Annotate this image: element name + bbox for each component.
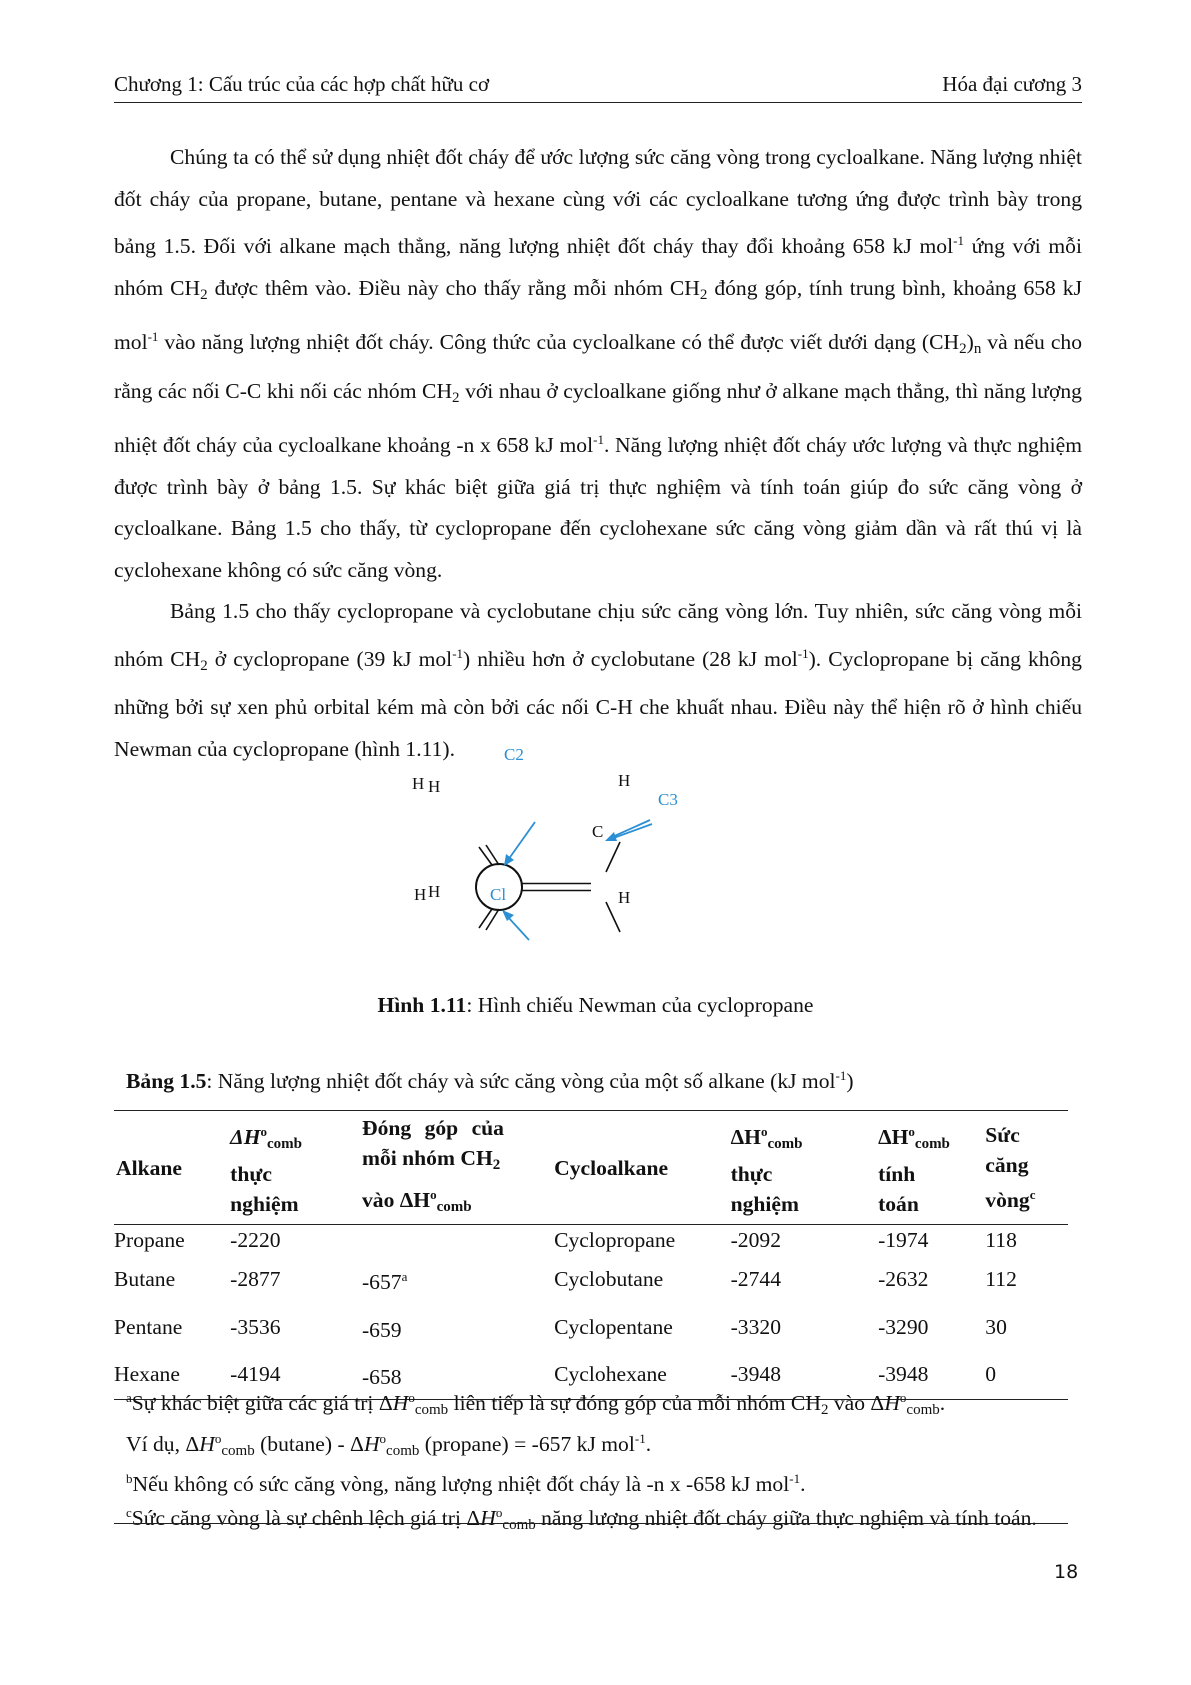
footnote-b: $^b$Nếu không có sức căng vòng, năng lượng nhiệt đốt cháy là -n x -658 kJ mol$^{-1}$. (126, 1471, 806, 1496)
col-header-alkane-exp: $\Delta H^o_{comb}$ thực nghiệm (230, 1111, 362, 1225)
table-row: Propane -2220 Cyclopropane -2092 -1974 118 (114, 1228, 1017, 1252)
body-text (114, 137, 1082, 770)
label-c2: C2 (504, 745, 524, 764)
paragraph-1: Chúng ta có thể sử dụng nhiệt đốt cháy để ước lượng sức căng vòng trong cycloalkane. Năng lượng nhiệt đốt cháy của propane, butane, pentane và hexane cùng với các cycloalkane tương ứng được trình bày trong bảng 1.5. Đối với alkane mạch thẳng, năng lượng nhiệt đốt cháy thay đổi khoảng 658 kJ mol$^{-1}$ ứng với mỗi nhóm $CH_2$ được thêm vào. Điều này cho thấy rằng mỗi nhóm $CH_2$ đóng góp, tính trung bình, khoảng 658 kJ mol$^{-1}$ vào năng lượng nhiệt đốt cháy. Công thức của cycloalkane có thể được viết dưới dạng $(CH_2)_n$ và nếu cho rằng các nối C-C khi nối các nhóm $CH_2$ với nhau ở cycloalkane giống như ở alkane mạch thẳng, thì năng lượng nhiệt đốt cháy của cycloalkane khoảng -n x 658 kJ mol$^{-1}$. Năng lượng nhiệt đốt cháy ước lượng và thực nghiệm được trình bày ở bảng 1.5. Sự khác biệt giữa giá trị thực nghiệm và tính toán giúp đo sức căng vòng ở cycloalkane. Bảng 1.5 cho thấy, từ cyclopropane đến cyclohexane sức căng vòng giảm dần và rất thú vị là cyclohexane không có sức căng vòng. (114, 145, 1082, 582)
label-h-back-top: H (618, 771, 631, 790)
footnote-a: $^a$Sự khác biệt giữa các giá trị $\Delta H^o_{comb}$ liên tiếp là sự đóng góp của mỗi nhóm $CH_2$ vào $\Delta H^o_{comb}$. Ví dụ, $\Delta H^o_{comb}$ $(butane) - \Delta H^o_{comb}$ (propane) = -657 kJ mol$^{-1}$. (126, 1390, 946, 1459)
combustion-table (114, 1110, 1068, 1400)
col-header-strain: Sức căng vòng$^c$ (985, 1111, 1068, 1225)
col-header-cycloalkane: Cycloalkane (554, 1111, 731, 1225)
table-row: Hexane -4194 -658 Cyclohexane -3948 -3948 0 (114, 1351, 1068, 1399)
table-row: Butane -2877 -657$^a$ Cyclobutane -2744 -2632 112 (114, 1267, 1017, 1294)
newman-projection-figure (412, 745, 770, 980)
col-header-calc: $\Delta H^o_{comb}$ tính toán (878, 1111, 985, 1225)
table-header-row (114, 1111, 1068, 1225)
label-h-front-top-left: H (412, 774, 425, 793)
col-header-cyclo-exp: $\Delta H^o_{comb}$ thực nghiệm (731, 1111, 878, 1225)
page-header (114, 66, 1082, 103)
col-header-contribution: Đóng góp của mỗi nhóm $CH_2$ vào $\Delta H^o_{comb}$ (362, 1111, 554, 1225)
footnote-bottom-rule (114, 1523, 1068, 1524)
label-c3: C3 (658, 790, 678, 809)
footnote-c: $^c$Sức căng vòng là sự chênh lệch giá trị $\Delta H^o_{comb}$ năng lượng nhiệt đốt cháy giữa thực nghiệm và tính toán. (126, 1504, 1037, 1533)
label-h-front-top-right: H (428, 777, 441, 796)
label-h-front-bottom-right: H (428, 882, 441, 901)
label-h-back-bottom: H (618, 888, 631, 907)
label-c-back: C (592, 822, 604, 841)
table-caption: Bảng 1.5: Năng lượng nhiệt đốt cháy và sức căng vòng của một số alkane (kJ mol$^{-1}$) (126, 1068, 854, 1093)
table-footnotes (126, 1384, 1068, 1539)
paragraph-2: Bảng 1.5 cho thấy cyclopropane và cyclobutane chịu sức căng vòng lớn. Tuy nhiên, sức căng vòng mỗi nhóm $CH_2$ ở cyclopropane (39 kJ mol$^{-1}$) nhiều hơn ở cyclobutane (28 kJ mol$^{-1}$). Cyclopropane bị căng không những bởi sự xen phủ orbital kém mà còn bởi các nối C-H che khuất nhau. Điều này thể hiện rõ ở hình chiếu Newman của cyclopropane (hình 1.11). (114, 599, 1082, 761)
figure-caption: Hình 1.11: Hình chiếu Newman của cyclopropane (377, 993, 814, 1017)
header-course-title: Hóa đại cương 3 (942, 72, 1082, 96)
header-chapter-title: Chương 1: Cấu trúc của các hợp chất hữu cơ (114, 72, 490, 96)
label-h-front-bottom-left: H (414, 885, 427, 904)
label-c1: Cl (490, 885, 507, 904)
page-number: 18 (1054, 1561, 1079, 1583)
col-header-alkane: Alkane (114, 1111, 230, 1225)
table-row: Pentane -3536 -659 Cyclopentane -3320 -3290 30 (114, 1314, 1007, 1342)
